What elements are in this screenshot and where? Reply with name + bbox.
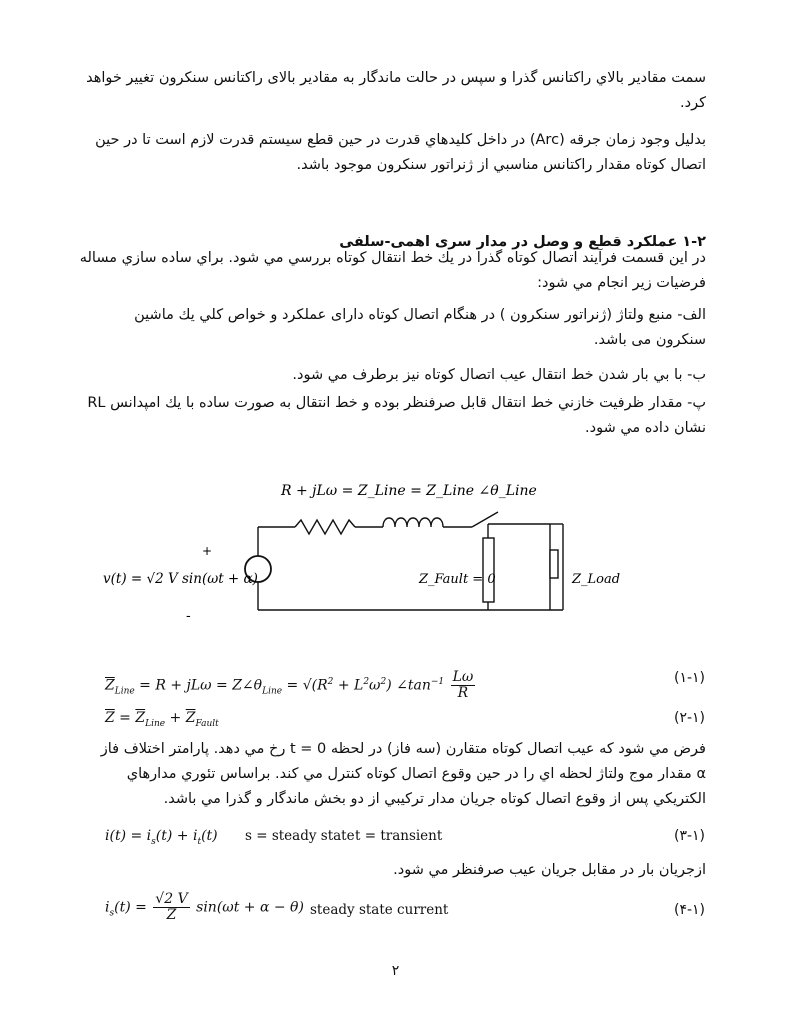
section-heading: ۱-۲ عملكرد قطع و وصل در مدار سرى اهمى-سلفى (339, 234, 706, 250)
paragraph-load-current (100, 858, 706, 883)
resistor-symbol (295, 520, 355, 534)
load-label: Z_Load (572, 572, 621, 587)
paragraph-arc (95, 128, 706, 178)
text-line: اتصال كوتاه مقدار راكتانس مناسبي از ژنراتور سنكرون موجود باشد. (296, 157, 706, 173)
text-line: پ- مقدار ظرفيت خازني خط انتقال قابل صرفنظر بوده و خط انتقال به صورت ساده با يك امپدانس RL (87, 395, 706, 411)
paragraph-section-intro (79, 246, 706, 296)
fault-label: Z_Fault = 0 (419, 572, 496, 587)
equation-math: $\overline{Z}_{Line} = R + jL\omega$ = $Z\angle\theta_{Line} = √(R^2 + L^2\omega^2)$ $\angle\tan^{-1}$ $\frac{L\omega}{R}$ (105, 669, 474, 701)
equation-math: $i_s(t)$ = $\frac{√2 V}{Z}$ sin(ωt + α − θ) (105, 891, 304, 923)
text-line: سمت مقادير بالاي راكتانس گذرا و سپس در حالت ماندگار به مقادير بالاى راكتانس سنكرون تغيير خواهد (86, 70, 706, 86)
paragraph-assumption-a (100, 303, 706, 353)
text-line: الف- منبع ولتاژ (ژنراتور سنكرون ) در هنگام اتصال كوتاه داراى عملكرد و خواص كلي يك ماشين (134, 307, 706, 323)
equation-number: (۳-۱) (673, 828, 705, 844)
equation-1-1 (105, 660, 705, 700)
equation-4-1 (105, 888, 705, 928)
fault-element-symbol (483, 538, 494, 602)
text-line: الكتريكي پس از وقوع اتصال كوتاه جريان مدار تركيبي از دو بخش ماندگار و گذرا مي باشد. (163, 791, 706, 807)
load-element-symbol (550, 550, 558, 578)
text-line: ب- با بي بار شدن خط انتقال عيب اتصال كوتاه نيز برطرف مي شود. (292, 367, 706, 383)
equation-math: $i(t) = i_s(t) + i_t(t)$ (105, 828, 218, 847)
steady-state-current-note: steady state current (310, 902, 449, 918)
paragraph-assumption-c (87, 391, 706, 441)
equation-math: $\overline{Z} = \overline{Z}_{Line} + \overline{Z}_{Fault}$ (105, 710, 219, 729)
text-line: سنكرون مى باشد. (593, 332, 706, 348)
text-line: بدليل وجود زمان جرقه (Arc) در داخل كليدهاي قدرت در حين قطع سيستم قدرت لازم است تا در حين (95, 132, 706, 148)
text-line: ازجريان بار در مقابل جريان عيب صرفنظر مي شود. (393, 862, 706, 878)
plus-sign: + (202, 544, 213, 558)
text-line: نشان داده مي شود. (585, 420, 706, 436)
text-line: كرد. (680, 95, 706, 111)
equation-number: (۲-۱) (673, 710, 705, 726)
circuit-diagram (90, 470, 710, 630)
text-line: در اين قسمت فرآيند اتصال كوتاه گذرا در يك خط انتقال كوتاه بررسي مي شود. براي ساده سازي مساله (79, 250, 706, 266)
minus-sign: - (186, 609, 191, 624)
paragraph-fault-description (100, 737, 706, 812)
paragraph-intro (86, 66, 706, 116)
transient-note: t = transient (355, 828, 443, 844)
text-line: فرضيات زير انجام مي شود: (537, 275, 706, 291)
text-line: فرض مي شود كه عيب اتصال كوتاه متقارن (سه فاز) در لحظه t = 0 رخ مي دهد. پارامتر اختلاف فاز (100, 741, 706, 757)
page-number: ۲ (391, 963, 400, 979)
switch-symbol (472, 512, 498, 527)
steady-state-note: s = steady state (245, 828, 355, 844)
inductor-symbol (383, 518, 443, 527)
source-label: v(t) = √2 V sin(ωt + α) (103, 571, 258, 587)
equation-number: (۴-۱) (673, 902, 705, 918)
paragraph-assumption-b (100, 363, 706, 388)
line-impedance-label: R + jLω = Z_Line = Z_Line ∠θ_Line (281, 483, 537, 499)
text-line: α مقدار موج ولتاژ لحظه اي را در حين وقوع اتصال كوتاه كنترل مي كند. براساس تئوري مدارهاي (126, 766, 706, 782)
equation-number: (۱-۱) (673, 670, 705, 686)
